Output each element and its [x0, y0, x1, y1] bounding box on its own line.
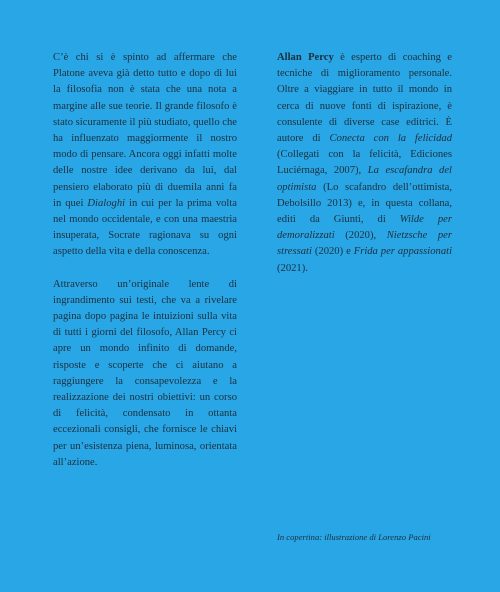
bio-text: (Collegati con la felicità, Ediciones Luciérnaga, 2007),	[277, 149, 452, 177]
author-bio	[277, 50, 452, 277]
description-text: C’è chi si è spinto ad affermare che Platone aveva già detto tutto e dopo di lui la filosofia non è stata che una nota a margine alle sue teorie. Il grande filosofo è stato sicuramente il più studiato, quello che ha influenzato maggiormente il nostro modo di pensare. Ancora oggi infatti molte delle nostre idee derivano da lui, dal pensiero elaborato più di duemila anni fa in quei	[53, 52, 237, 209]
bio-text: (2020) e	[311, 246, 354, 258]
bio-text: (2021).	[277, 262, 308, 274]
description-paragraph-1	[53, 50, 237, 261]
bio-text: è esperto di coaching e tecniche di miglioramento personale. Oltre a viaggiare in tutto il mondo in cerca di nuove fonti di ispirazione, è consulente di diverse case editrici. È autore di	[277, 52, 452, 145]
book-title: Conecta con la felicidad	[329, 133, 452, 145]
book-title: La escafandra del optimista	[277, 165, 452, 193]
bio-text: (Lo scafandro dell’ottimista, Debolsillo 2013) e, in questa collana, editi da Giunti, di	[277, 181, 452, 226]
book-description	[53, 50, 237, 471]
author-name: Allan Percy	[277, 52, 334, 63]
cover-credit: In copertina: illustrazione di Lorenzo Pacini	[277, 532, 431, 542]
book-title: Wilde per demoralizzati	[277, 214, 452, 242]
description-paragraph-2: Attraverso un’originale lente di ingrandimento sui testi, che va a rivelare pagina dopo pagina le intuizioni sulla vita di tutti i giorni del filosofo, Allan Percy ci apre un mondo infinito di domande, risposte e scoperte che ci aiutano a raggiungere la consapevolezza e la realizzazione dei nostri obiettivi: un corso di felicità, condensato in ottanta eccezionali consigli, che fornisce le chiavi per un’esistenza piena, luminosa, orientata all’azione.	[53, 278, 237, 468]
book-title: Nietzsche per stressati	[277, 230, 452, 258]
description-text: in cui per la prima volta nel mondo occidentale, e con una maestria insuperata, Socrate ragionava su ogni aspetto della vita e della conoscenza.	[53, 197, 238, 258]
dialoghi-title: Dialoghi	[87, 197, 126, 209]
book-title: Frida per appassionati	[353, 246, 453, 258]
bio-text: (2020),	[334, 230, 387, 242]
author-bio-paragraph	[277, 50, 452, 277]
